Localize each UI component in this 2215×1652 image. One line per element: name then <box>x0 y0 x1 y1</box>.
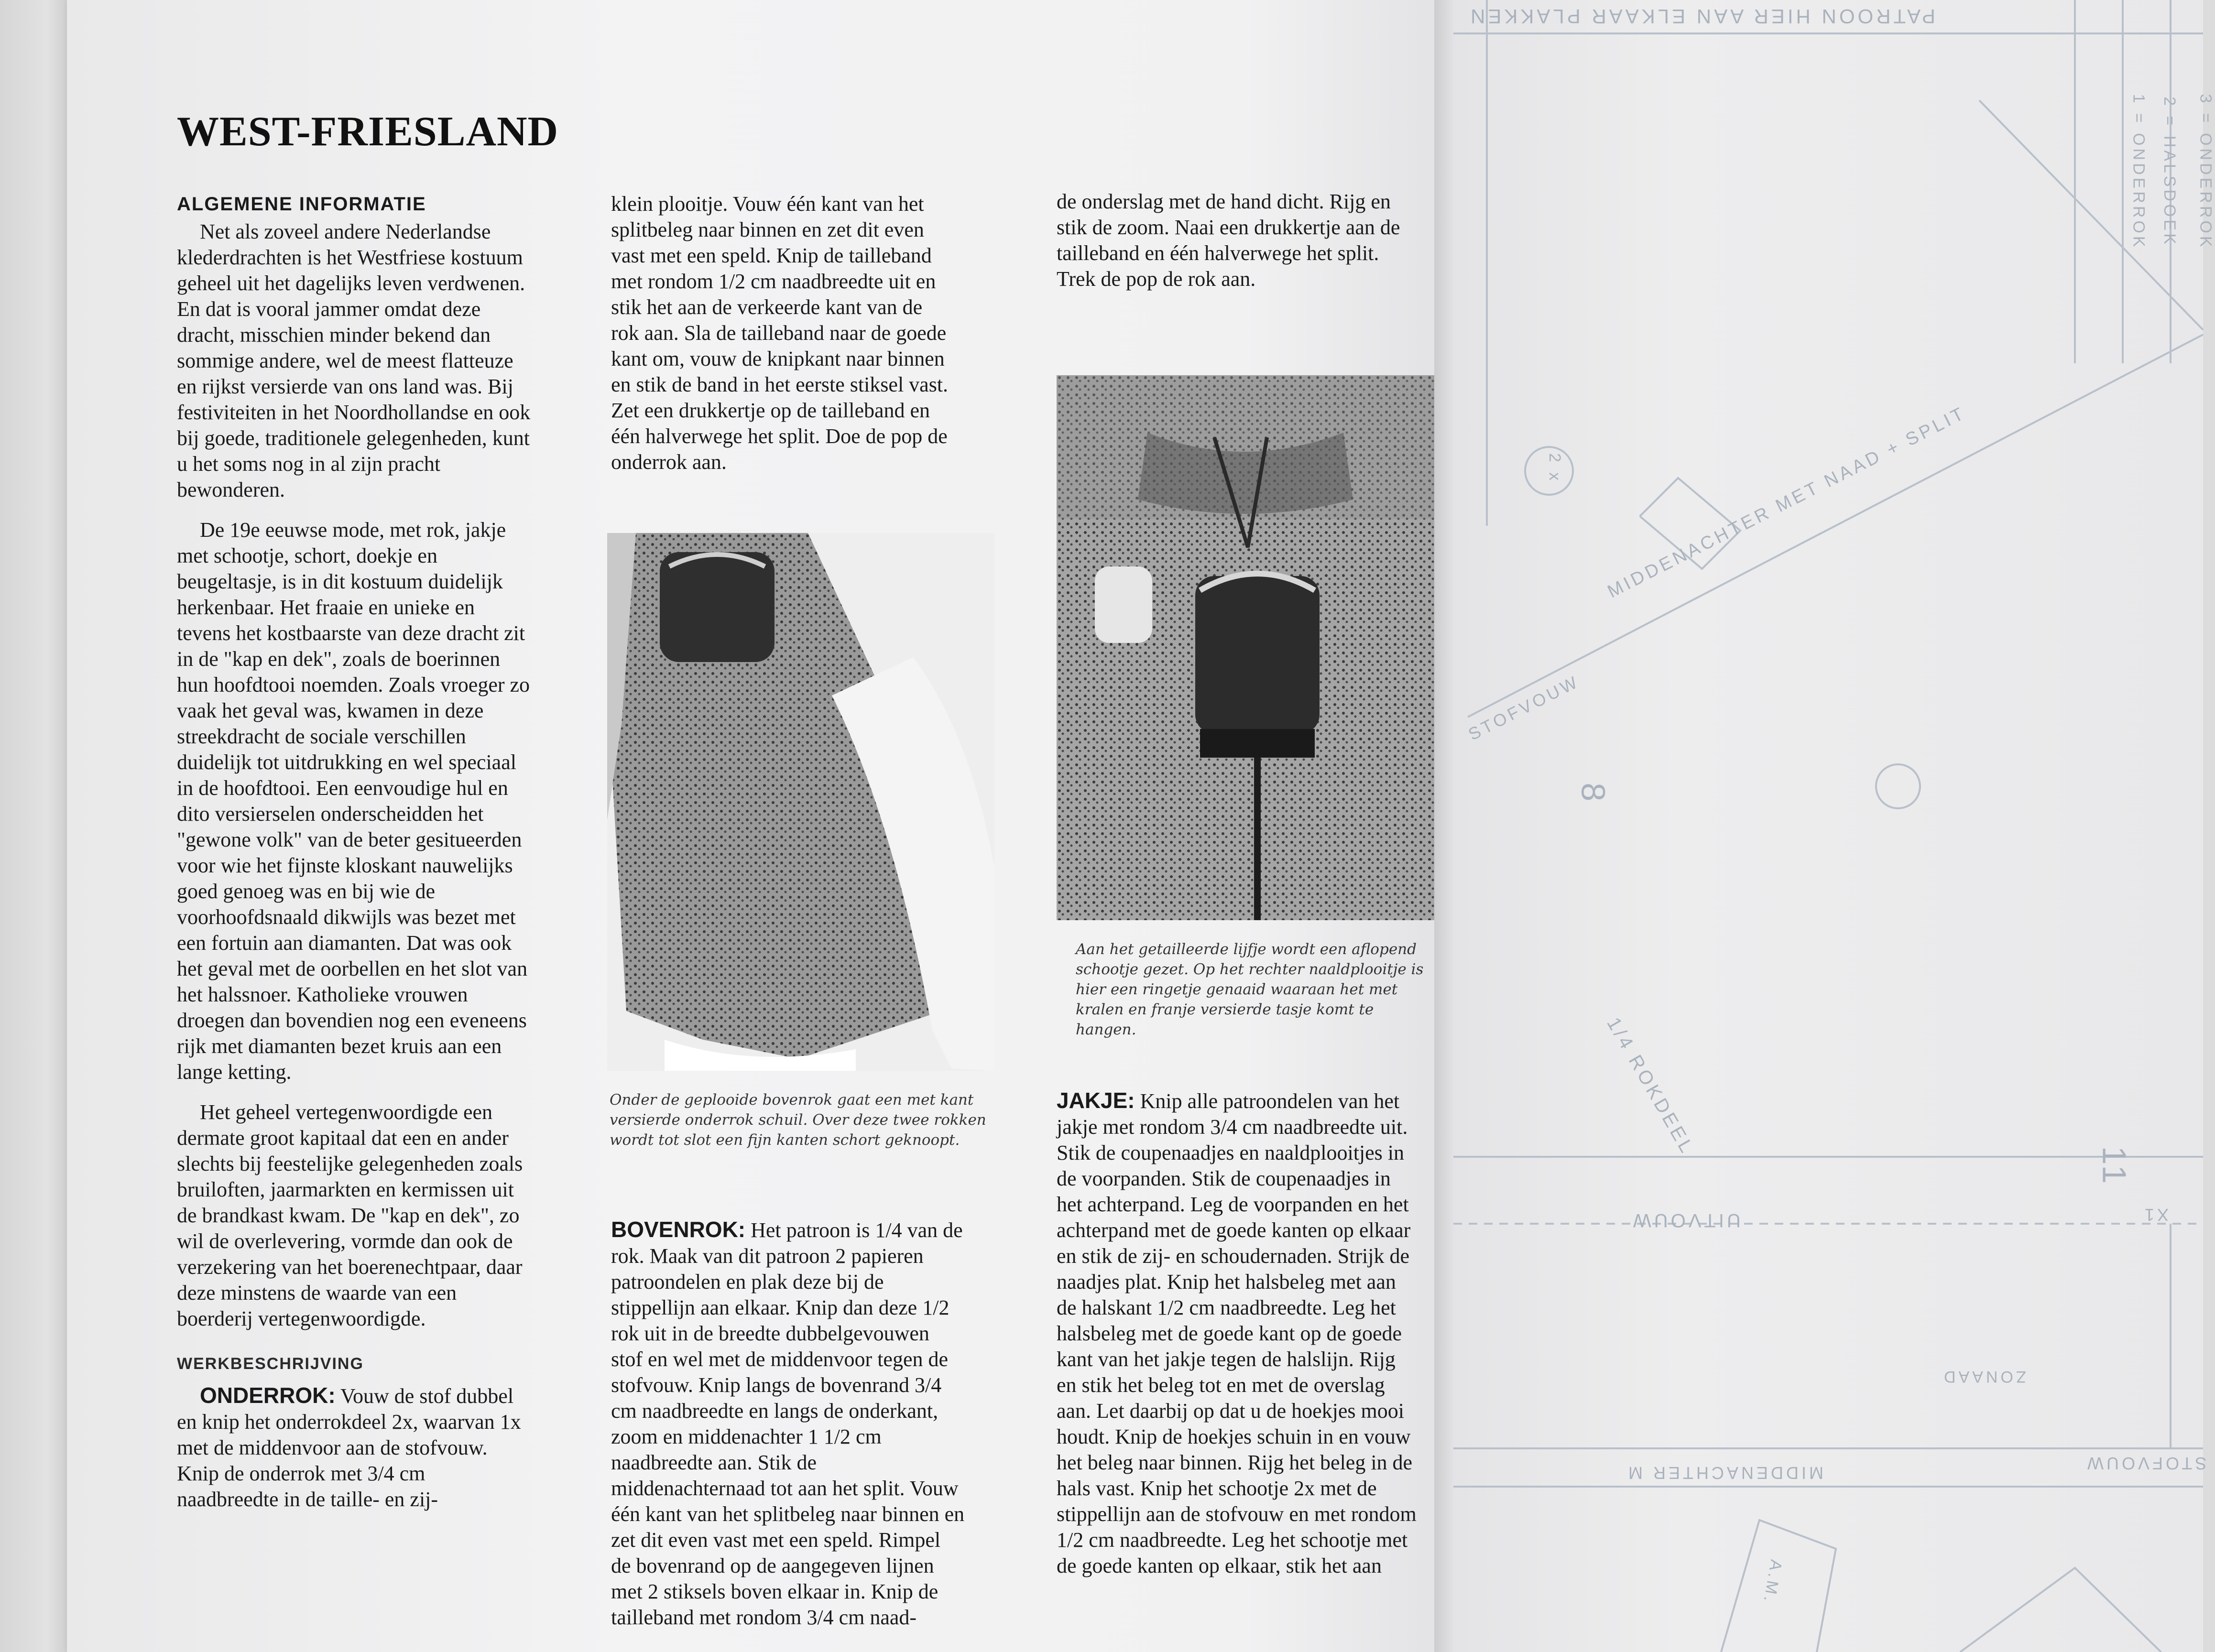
photo-bag <box>1057 375 1434 920</box>
caption-skirts: Onder de geplooide bovenrok gaat een met kant versierde onderrok schuil. Over deze twee rokken wordt tot slot een fijn kanten schort geknoopt. <box>610 1091 986 1149</box>
photo-bag-image <box>1057 375 1434 920</box>
pattern-diag-label: MIDDENACHTER MET NAAD + SPLIT <box>1604 402 1970 602</box>
pattern-am: A.M. <box>1759 1558 1786 1606</box>
lead-bovenrok: BOVENROK: <box>611 1217 746 1242</box>
booklet-page <box>67 0 1453 1652</box>
lead-jakje: JAKJE: <box>1057 1088 1135 1113</box>
column-1 <box>177 191 531 1527</box>
pattern-x2: 2 x <box>1546 453 1564 484</box>
pattern-list-3: 3 = ONDERROK <box>2196 94 2215 250</box>
column-3 <box>1057 189 1415 306</box>
column-3-lower <box>1057 1087 1420 1593</box>
pattern-lines <box>1453 0 2203 1652</box>
section-heading: ALGEMENE INFORMATIE <box>177 194 426 215</box>
pattern-uitvouw: UITVOUW <box>1630 1210 1741 1231</box>
pattern-zonaad: ZONAAD <box>1941 1368 2026 1386</box>
paragraph-jakje <box>1057 1087 1420 1579</box>
paragraph: Het geheel vertegenwoordigde een dermate groot kapitaal dat een en ander slechts bij feestelijke gelegenheden zoals bruiloften, jaarmarkten en kermissen uit de brandkast kwam. De "kap en dek", zo wil de overlevering, vormde dan ook de verzekering van het boerenechtpaar, daar deze minstens de waarde van een boerderij vertegenwoordigde. <box>177 1100 523 1330</box>
paragraph: Net als zoveel andere Nederlandse klederdrachten is het Westfriese kostuum geheel uit het dagelijks leven verdwenen. En dat is vooral jammer omdat deze dracht, misschien minder bekend dan sommige andere, wel de meest flatteuze en rijkst versierde van ons land was. Bij festiviteiten in het Noordhollandse en ook bij goede, traditionele gelegenheden, kunt u het soms nog in al zijn pracht bewonderen. <box>177 220 531 501</box>
column-2 <box>611 191 955 489</box>
page-title: WEST-FRIESLAND <box>177 109 559 155</box>
photo-skirts <box>607 533 994 1071</box>
column-2-lower <box>611 1217 965 1645</box>
pattern-list-1: 1 = ONDERROK <box>2129 94 2148 250</box>
jakje-text: Knip alle patroondelen van het jakje met rondom 3/4 cm naadbreedte uit. Stik de coupenaadjes en naaldplooitjes in de voorpanden. Stik de coupenaadjes in het achterpand. Leg de voorpanden en het achterpand met de goede kanten op elkaar en stik de zij- en schoudernaden. Strijk de naadjes plat. Knip het halsbeleg met aan de halskant 1/2 cm naadbreedte. Leg het halsbeleg met de goede kant op de goede kant van het jakje tegen de halslijn. Rijg en stik het beleg tot en met de overslag aan. Let daarbij op dat u de hoekjes mooi houdt. Knip de hoekjes schuin in en vouw het beleg naar binnen. Rijg het beleg in de hals vast. Knip het schootje 2x met de stippellijn aan de stofvouw en met rondom 1/2 cm naadbreedte. Leg het schootje met de goede kanten op elkaar, stik het aan <box>1057 1089 1417 1577</box>
pattern-x1: X1 <box>2142 1205 2169 1225</box>
bovenrok-text: Het patroon is 1/4 van de rok. Maak van dit patroon 2 papieren patroondelen en plak deze bij de stippellijn aan elkaar. Knip dan deze 1/2 rok uit in de breedte dubbelgevouwen stof en wel met de middenvoor tegen de stofvouw. Knip langs de bovenrand 3/4 cm naadbreedte en langs de onderkant, zoom en middenachter 1 1/2 cm naadbreedte aan. Stik de middenachternaad tot aan het split. Vouw één kant van het splitbeleg naar binnen en zet dit even vast met een speld. Rimpel de bovenrand op de aangegeven lijnen met 2 stiksels boven elkaar in. Knip de tailleband met rondom 3/4 cm naad- <box>611 1218 965 1629</box>
backing-board <box>0 0 67 1652</box>
caption-bag: Aan het getailleerde lijfje wordt een aflopend schootje gezet. Op het rechter naaldplooitje is hier een ringetje genaaid waaraan het met kralen en franje versierde tasje komt te hangen. <box>1076 941 1424 1038</box>
pattern-middenachter: MIDDENACHTER M <box>1626 1463 1823 1483</box>
pattern-rokdeel: 1/4 ROKDEEL <box>1603 1014 1699 1159</box>
onderrok-text: Vouw de stof dubbel en knip het onderrokdeel 2x, waarvan 1x met de middenvoor aan de stofvouw. Knip de onderrok met 3/4 cm naadbreedte in de taille- en zij- <box>177 1384 521 1511</box>
pattern-number-11: 11 <box>2095 1146 2133 1187</box>
page-gutter-shadow <box>1434 0 1453 1652</box>
pattern-sheet <box>1453 0 2215 1652</box>
pattern-stofvouw-2: STOFVOUW <box>2084 1454 2207 1473</box>
paragraph-bovenrok <box>611 1217 965 1630</box>
lead-onderrok: ONDERROK: <box>200 1383 336 1408</box>
photo-skirts-image <box>607 533 994 1071</box>
pattern-label-top: PATROON HIER AAN ELKAAR PLAKKEN <box>1468 5 1936 28</box>
paragraph: de onderslag met de hand dicht. Rijg en stik de zoom. Naai een drukkertje aan de tailleband en één halverwege het split. Trek de pop de rok aan. <box>1057 190 1400 291</box>
paragraph-onderrok <box>177 1382 531 1512</box>
paragraph: De 19e eeuwse mode, met rok, jakje met schootje, schort, doekje en beugeltasje, is in dit kostuum duidelijk herkenbaar. Het fraaie en unieke en tevens het kostbaarste van deze dracht zit in de "kap en dek", zoals de boerinnen hun hoofdtooi noemden. Zoals vroeger zo vaak het geval was, kwamen in deze streekdracht de sociale verschillen duidelijk tot uitdrukking en wel speciaal in de hoofdtooi. Een eenvoudige hul en dito versierselen onderscheidden het "gewone volk" van de beter gesitueerden voor wie het fijnste kloskant nauwelijks goed genoeg was en bij wie de voorhoofdsnaald dikwijls was bezet met een fortuin aan diamanten. Dat was ook het geval met de oorbellen en het slot van het halssnoer. Katholieke vrouwen droegen dan bovendien nog een eveneens rijk met diamanten bezet kruis aan een lange ketting. <box>177 518 530 1084</box>
pattern-list-2: 2 = HALSDOEK <box>2160 97 2179 247</box>
paragraph: klein plooitje. Vouw één kant van het splitbeleg naar binnen en zet dit even vast met een speld. Knip de tailleband met rondom 1/2 cm naadbreedte uit en stik het aan de verkeerde kant van de rok aan. Sla de tailleband naar de goede kant om, vouw de knipkant naar binnen en stik de band in het eerste stiksel vast. Zet een drukkertje op de tailleband en één halverwege het split. Doe de pop de onderrok aan. <box>611 192 949 474</box>
pattern-number-8: 8 <box>1574 783 1612 804</box>
pattern-stofvouw: STOFVOUW <box>1465 671 1583 744</box>
sub-heading: WERKBESCHRIJVING <box>177 1355 364 1373</box>
